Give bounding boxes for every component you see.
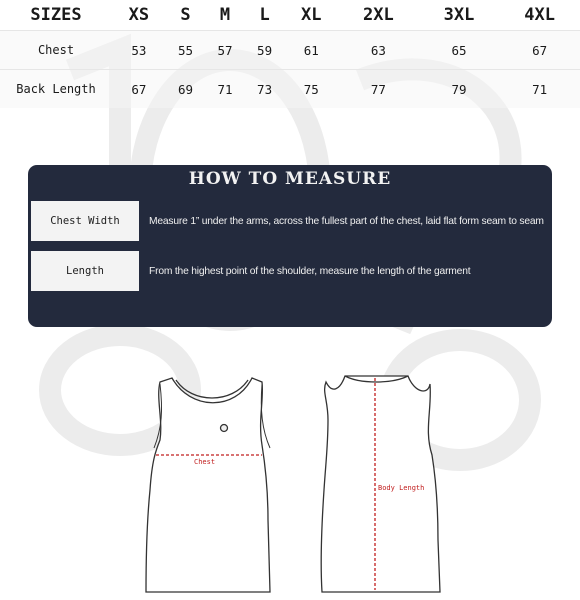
- size-3xl: 3XL: [443, 5, 475, 25]
- back-length-value: 67: [112, 70, 166, 109]
- size-2xl: 2XL: [363, 5, 394, 25]
- measure-description: From the highest point of the shoulder, measure the length of the garment: [149, 265, 471, 277]
- chest-measure-label: Chest: [194, 458, 216, 466]
- chest-row-label: Chest: [0, 31, 112, 70]
- back-length-row: [0, 70, 580, 109]
- chest-value: 59: [245, 31, 285, 70]
- how-to-measure-panel: [28, 165, 552, 327]
- size-xl: XL: [300, 5, 322, 25]
- tank-front-illustration: [146, 378, 270, 592]
- body-length-measure-label: Body Length: [378, 484, 425, 492]
- back-length-value: 71: [499, 70, 580, 109]
- chest-value: 57: [205, 31, 245, 70]
- chest-value: 61: [284, 31, 338, 70]
- chest-value: 65: [419, 31, 500, 70]
- back-length-value: 79: [419, 70, 500, 109]
- size-s: S: [180, 5, 191, 25]
- size-4xl: 4XL: [524, 5, 556, 25]
- measure-row-length: [31, 251, 551, 291]
- chest-row: [0, 31, 580, 70]
- size-m: M: [219, 5, 231, 25]
- size-xs: XS: [128, 5, 150, 25]
- chest-value: 63: [338, 31, 419, 70]
- sizes-header: SIZES: [30, 5, 82, 25]
- chest-value: 67: [499, 31, 580, 70]
- back-length-value: 75: [284, 70, 338, 109]
- chest-logo-icon: [221, 425, 228, 432]
- back-length-row-label: Back Length: [0, 70, 112, 109]
- size-chart-table: [0, 0, 580, 108]
- measure-label: Length: [31, 251, 139, 291]
- measure-description: Measure 1” under the arms, across the fullest part of the chest, laid flat form seam to seam: [149, 215, 544, 227]
- size-header-row: [0, 0, 580, 31]
- size-l: L: [259, 5, 270, 25]
- chest-value: 55: [166, 31, 206, 70]
- back-length-value: 69: [166, 70, 206, 109]
- back-length-value: 71: [205, 70, 245, 109]
- measure-row-chest-width: [31, 201, 551, 241]
- how-to-measure-title: HOW TO MEASURE: [188, 169, 392, 189]
- back-length-value: 73: [245, 70, 285, 109]
- measure-label: Chest Width: [31, 201, 139, 241]
- back-length-value: 77: [338, 70, 419, 109]
- garment-diagram: [0, 360, 580, 600]
- chest-value: 53: [112, 31, 166, 70]
